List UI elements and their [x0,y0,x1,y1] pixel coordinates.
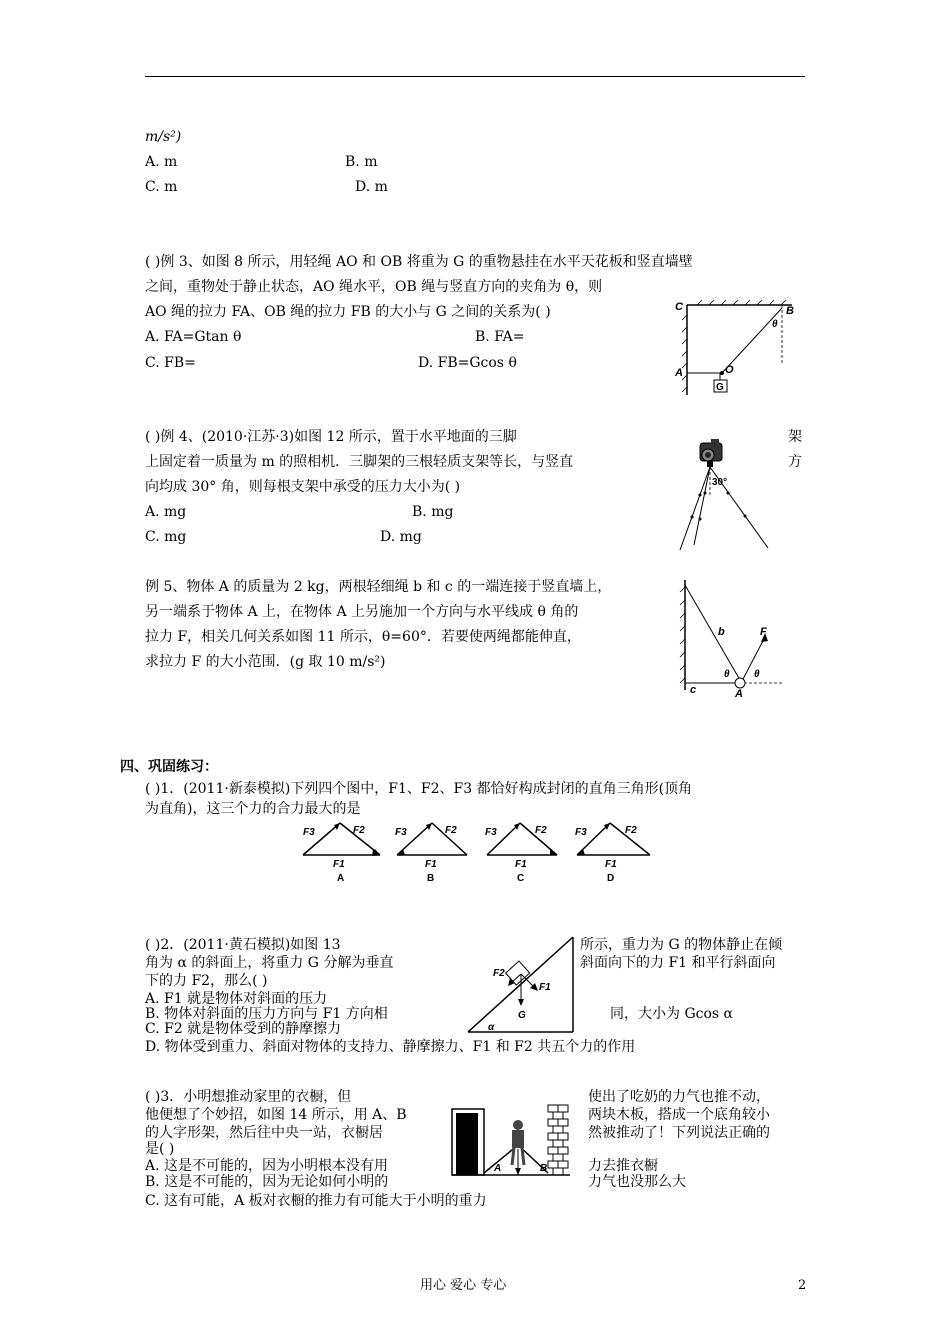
top-option-d: D. m [355,179,388,195]
q2-option-d: D. 物体受到重力、斜面对物体的支持力、静摩擦力、F1 和 F2 共五个力的作用 [145,1039,636,1055]
q1-c-f3: F3 [485,827,497,838]
ex3-option-d: D. FB=Gcos θ [418,355,517,371]
q1-b-f1: F1 [425,859,437,870]
ex5-label-theta2: θ [754,669,760,680]
q2-figure [463,932,578,1037]
header-rule [145,76,805,77]
q3-label-b: B [540,1163,548,1174]
q3-option-b-right: 力气也没那么大 [588,1174,686,1190]
q1-a-f1: F1 [333,859,345,870]
ex5-figure [670,575,790,700]
q1-letter-c: C [517,873,525,884]
ex4-figure [678,435,778,555]
ex4-option-b: B. mg [412,504,454,520]
ex4-line1: ( )例 4、(2010·江苏·3)如图 12 所示，置于水平地面的三脚 [145,429,517,445]
ex3-line3: AO 绳的拉力 FA、OB 绳的拉力 FB 的大小与 G 之间的关系为( ) [145,304,551,320]
q1-b-f3: F3 [395,827,407,838]
q1-a-f2: F2 [353,825,365,836]
ex3-line1: ( )例 3、如图 8 所示，用轻绳 AO 和 OB 将重为 G 的重物悬挂在水平天花板和竖直墙壁 [145,254,693,270]
footer-center: 用心 爱心 专心 [420,1278,507,1293]
q3-option-a-right: 力去推衣橱 [588,1158,658,1174]
q1-a-f3: F3 [303,827,315,838]
ex5-line4: 求拉力 F 的大小范围．(g 取 10 m/s²) [145,654,386,670]
q1-c-f2: F2 [535,825,547,836]
q2-option-c: C. F2 就是物体受到的静摩擦力 [145,1021,342,1037]
ex3-option-a: A. FA=Gtan θ [145,329,242,345]
ex4-option-d: D. mg [380,529,422,545]
q1-d-f3: F3 [575,827,587,838]
ex4-option-c: C. mg [145,529,187,545]
ex4-label-angle: 30° [712,477,728,488]
q1-triangle-d [575,823,650,884]
q3-label-a: A [494,1163,502,1174]
ex5-label-theta1: θ [724,669,730,680]
q2-label-alpha: α [488,1022,495,1033]
q3-line1: ( )3．小明想推动家里的衣橱，但 [145,1089,352,1105]
q1-d-f2: F2 [625,825,637,836]
q1-b-f2: F2 [445,825,457,836]
q1-letter-a: A [337,873,345,884]
q2-label-f1: F1 [539,982,551,993]
q2-line1-right: 所示，重力为 G 的物体静止在倾 [580,937,783,953]
ex3-option-c: C. FB= [145,355,196,371]
q3-option-a: A. 这是不可能的，因为小明根本没有用 [145,1158,389,1174]
q1-letter-b: B [427,873,435,884]
q1-triangle-a [303,823,380,884]
q1-line2: 为直角)，这三个力的合力最大的是 [145,801,361,817]
ex4-line2-end: 方 [788,454,802,470]
ex4-line3: 向均成 30° 角，则每根支架中承受的压力大小为( ) [145,479,461,495]
q3-figure [448,1103,573,1178]
top-option-a: A. m [145,154,178,170]
ex3-label-a: A [675,367,683,379]
q2-line2-right: 斜面向下的力 F1 和平行斜面向 [580,955,776,971]
q1-triangles [295,815,665,885]
ex3-label-b: B [786,305,794,317]
ex3-label-g: G [716,382,724,393]
ex5-line2: 另一端系于物体 A 上，在物体 A 上另施加一个方向与水平线成 θ 角的 [145,604,579,620]
ex3-label-theta: θ [772,319,778,330]
top-option-b: B. m [345,154,378,170]
ex4-line2: 上固定着一质量为 m 的照相机．三脚架的三根轻质支架等长，与竖直 [145,454,574,470]
q2-label-f2: F2 [493,968,505,979]
top-option-c: C. m [145,179,178,195]
q2-option-b-right: 同，大小为 Gcos α [610,1006,733,1022]
q1-triangle-c [485,823,557,884]
q3-line1-right: 使出了吃奶的力气也推不动， [588,1089,770,1105]
ex3-line2: 之间，重物处于静止状态，AO 绳水平，OB 绳与竖直方向的夹角为 θ，则 [145,279,603,295]
q2-line1: ( )2．(2011·黄石模拟)如图 13 [145,937,341,953]
top-unit-line: m/s²) [145,129,182,145]
ex5-line1: 例 5、物体 A 的质量为 2 kg，两根轻细绳 b 和 c 的一端连接于竖直墙上， [145,579,612,595]
ex5-line3: 拉力 F，相关几何关系如图 11 所示，θ=60°．若要使两绳都能伸直， [145,629,581,645]
q3-line2: 他便想了个妙招，如图 14 所示，用 A、B [145,1107,407,1123]
ex4-option-a: A. mg [145,504,187,520]
q2-label-g: G [518,1010,526,1021]
ex3-figure [672,300,802,400]
q3-line3-right: 然被推动了！下列说法正确的 [588,1125,770,1141]
ex5-label-b: b [718,626,725,638]
ex5-label-c: c [690,684,697,696]
q3-line2-right: 两块木板，搭成一个底角较小 [588,1107,770,1123]
q1-line1: ( )1．(2011·新泰模拟)下列四个图中，F1、F2、F3 都恰好构成封闭的直角三角形(顶角 [145,781,693,797]
ex5-label-f: F [760,626,767,638]
q1-letter-d: D [607,873,615,884]
ex3-label-c: C [675,301,683,313]
ex4-line1-end: 架 [788,429,802,445]
q1-triangle-b [395,823,467,884]
ex3-label-o: O [725,364,734,376]
section4-title: 四、巩固练习： [120,759,218,775]
ex5-label-a: A [735,688,743,700]
q2-line2: 角为 α 的斜面上，将重力 G 分解为垂直 [145,955,394,971]
q3-option-c: C. 这有可能，A 板对衣橱的推力有可能大于小明的重力 [145,1193,487,1209]
q1-d-f1: F1 [605,859,617,870]
q3-option-b: B. 这是不可能的，因为无论如何小明的 [145,1174,389,1190]
q3-line4: 是( ) [145,1141,175,1157]
q2-option-a: A. F1 就是物体对斜面的压力 [145,991,328,1007]
page-number: 2 [798,1278,807,1293]
q2-line3: 下的力 F2，那么( ) [145,973,268,989]
q3-line3: 的人字形架，然后往中央一站，衣橱居 [145,1125,383,1141]
ex3-option-b: B. FA= [475,329,525,345]
q2-option-b: B. 物体对斜面的压力方向与 F1 方向相 [145,1006,388,1022]
q1-c-f1: F1 [515,859,527,870]
